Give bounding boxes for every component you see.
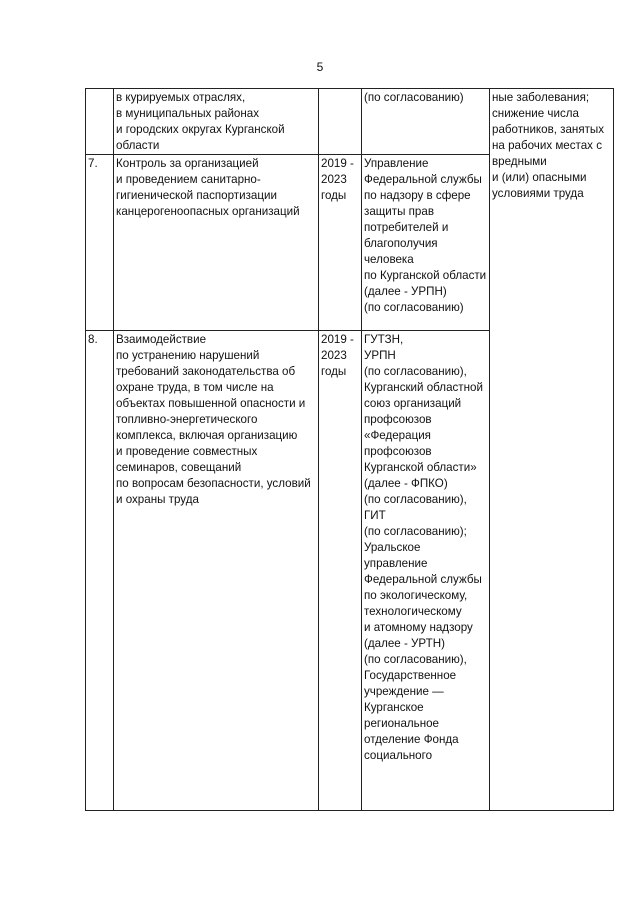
activities-table [85,88,614,811]
table-row [86,89,614,155]
executors-cell: (по согласованию) [362,89,490,155]
action-cell: в курируемых отраслях, в муниципальных районах и городских округах Курганской области [114,89,319,155]
result-cell: ные заболевания; снижение числа работников, занятых на рабочих местах с вредными и (или) опасными условиями труда [490,89,614,811]
period-cell: 2019 - 2023 годы [319,155,362,331]
executors-cell: ГУТЗН, УРПН (по согласованию), Курганский областной союз организаций профсоюзов «Федерация профсоюзов Курганской области» (далее - ФПКО) (по согласованию), ГИТ (по согласованию); Уральское управление Федеральной службы по экологическому, технологическому и атомному надзору (далее - УРТН) (по согласованию), Государственное учреждение — Курганское региональное отделение Фонда социального [362,331,490,811]
executors-cell: Управление Федеральной службы по надзору в сфере защиты прав потребителей и благополучия человека по Курганской области (далее - УРПН) (по согласованию) [362,155,490,331]
period-cell: 2019 - 2023 годы [319,331,362,811]
period-cell [319,89,362,155]
action-cell: Контроль за организацией и проведением санитарно-гигиенической паспортизации канцерогеноопасных организаций [114,155,319,331]
action-cell: Взаимодействие по устранению нарушений требований законодательства об охране труда, в том числе на объектах повышенной опасности и топливно-энергетического комплекса, включая организацию и проведение совместных семинаров, совещаний по вопросам безопасности, условий и охраны труда [114,331,319,811]
row-number: 7. [86,155,114,331]
row-number: 8. [86,331,114,811]
row-number [86,89,114,155]
page-number: 5 [316,60,324,74]
